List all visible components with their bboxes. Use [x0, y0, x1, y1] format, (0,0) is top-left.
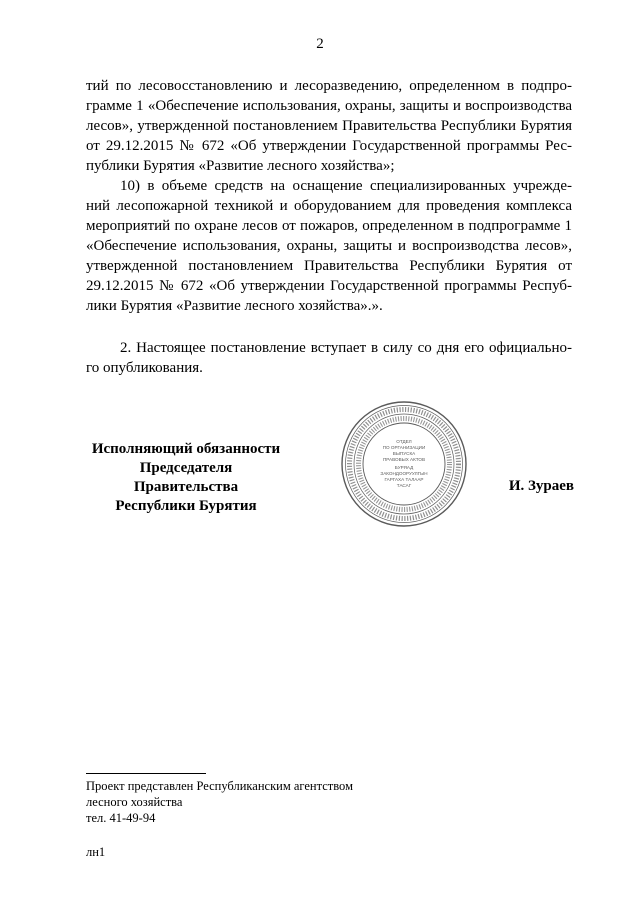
text-line: 10) в объеме средств на оснащение специализированных учрежде-: [120, 178, 572, 194]
text-line: публики Бурятия «Развитие лесного хозяйства»;: [86, 158, 395, 174]
seal-line: БУРЯАД: [394, 465, 414, 470]
document-code: лн1: [86, 845, 106, 859]
text-line: ний лесопожарной техникой и оборудованием для проведения комплекса: [86, 198, 572, 214]
text-line: от 29.12.2015 № 672 «Об утверждении Государственной программы Рес-: [86, 138, 572, 154]
body-text: [86, 76, 572, 378]
footnote-divider: [86, 773, 206, 774]
text-line: грамме 1 «Обеспечение использования, охраны, защиты и воспроизводства: [86, 98, 572, 114]
seal-line: ОТДЕЛ: [396, 439, 412, 444]
text-line: утвержденной постановлением Правительства Республики Бурятия от: [86, 258, 572, 274]
signatory-title-line: Республики Бурятия: [115, 498, 257, 514]
seal-line: ПО ОРГАНИЗАЦИИ: [382, 445, 426, 450]
text-line: 2. Настоящее постановление вступает в силу со дня его официально-: [120, 340, 572, 356]
seal-center-text: [380, 439, 427, 488]
footnote-line: тел. 41-49-94: [86, 811, 156, 825]
page-number: 2: [316, 36, 324, 52]
signatory-title: [86, 440, 286, 516]
text-line: лесов», утвержденной постановлением Правительства Республики Бурятия: [86, 118, 572, 134]
seal-line: ЗАКОНДООРУУЛГЫН: [380, 471, 428, 476]
seal-middle-lettering: [359, 419, 450, 510]
paragraph-2: [86, 176, 572, 316]
footnote-line: Проект представлен Республиканским агентством: [86, 779, 353, 793]
text-line: тий по лесовосстановлению и лесоразведению, определенном в подпро-: [86, 78, 572, 94]
seal-line: ВЫПУСКА: [392, 451, 416, 456]
seal-line: ГАРГАХА ТАЛААР: [384, 477, 424, 482]
text-line: лики Бурятия «Развитие лесного хозяйства».».: [86, 298, 383, 314]
signatory-title-line: Исполняющий обязанности: [91, 441, 281, 457]
text-line: мероприятий по охране лесов от пожаров, определенном в подпрограмме 1: [86, 218, 572, 234]
seal-line: ПРАВОВЫХ АКТОВ: [382, 457, 426, 462]
official-seal: [340, 400, 468, 528]
text-line: «Обеспечение использования, охраны, защиты и воспроизводства лесов»,: [86, 238, 572, 254]
text-line: 29.12.2015 № 672 «Об утверждении Государственной программы Респуб-: [86, 278, 572, 294]
seal-ring: [354, 414, 454, 514]
signatory-title-line: Председателя Правительства: [133, 460, 239, 495]
paragraph-3: [86, 338, 572, 378]
footnote-line: лесного хозяйства: [86, 795, 183, 809]
footnote: [86, 778, 353, 826]
seal-inner-ring: [363, 423, 445, 505]
seal-outer-lettering: [350, 410, 459, 519]
paragraph-1: [86, 76, 572, 176]
seal-line: ТАСАГ: [396, 483, 412, 488]
signatory-name: И. Зураев: [508, 478, 574, 494]
text-line: го опубликования.: [86, 360, 203, 376]
